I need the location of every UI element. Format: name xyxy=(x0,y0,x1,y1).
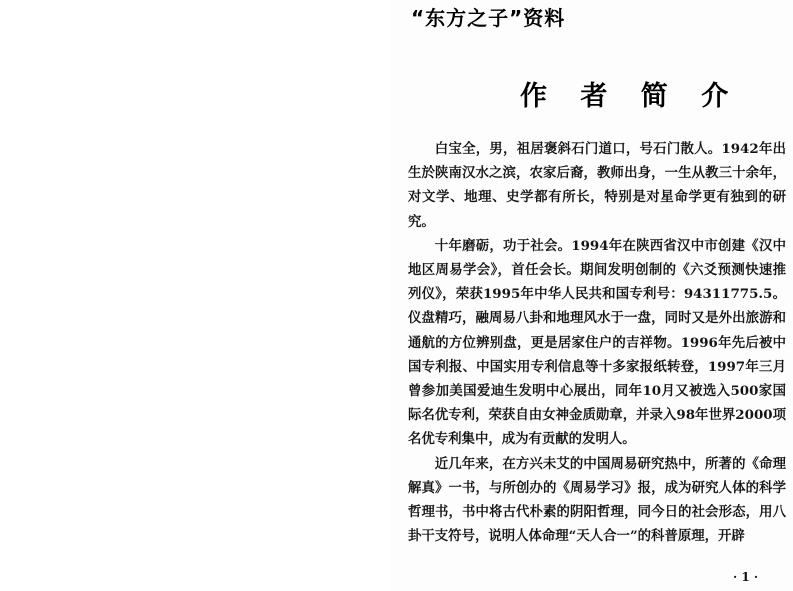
page-title: 作 者 简 介 xyxy=(520,81,741,112)
author-bio-body xyxy=(408,137,786,548)
paragraph-2: 十年磨砺，功于社会。1994年在陕西省汉中市创建《汉中地区周易学会》，首任会长。期间发明创制的《六爻预测快速推列仪》，荣获1995年中华人民共和国专利号：94311775.5。仪盘精巧，融周易八卦和地理风水于一盘，同时又是外出旅游和通航的方位辨别盘，更是居家住户的吉祥物。1996年先后被中国专利报、中国实用专利信息等十多家报纸转登，1997年三月曾参加美国爱迪生发明中心展出，同年10月又被选入500家国际名优专利，荣获自由女神金质勋章，并录入98年世界2000项名优专利集中，成为有贡献的发明人。 xyxy=(408,237,786,448)
paragraph-3: 近几年来，在方兴未艾的中国周易研究热中，所著的《命理解真》一书，与所创办的《周易学习》报，成为研究人体的科学哲理书，书中将古代朴素的阴阳哲理，同今日的社会形态，用八卦干支符号，说明人体命理“天人合一”的科普原理，开辟 xyxy=(408,455,786,545)
left-blank-page xyxy=(0,0,390,591)
series-header: “东方之子”资料 xyxy=(411,6,566,30)
paragraph-1: 白宝全，男，祖居褒斜石门道口，号石门散人。1942年出生於陕南汉水之滨，农家后裔，教师出身，一生从教三十余年，对文学、地理、史学都有所长，特别是对星命学更有独到的研究。 xyxy=(408,141,786,230)
page-number: · 1 · xyxy=(733,570,759,584)
